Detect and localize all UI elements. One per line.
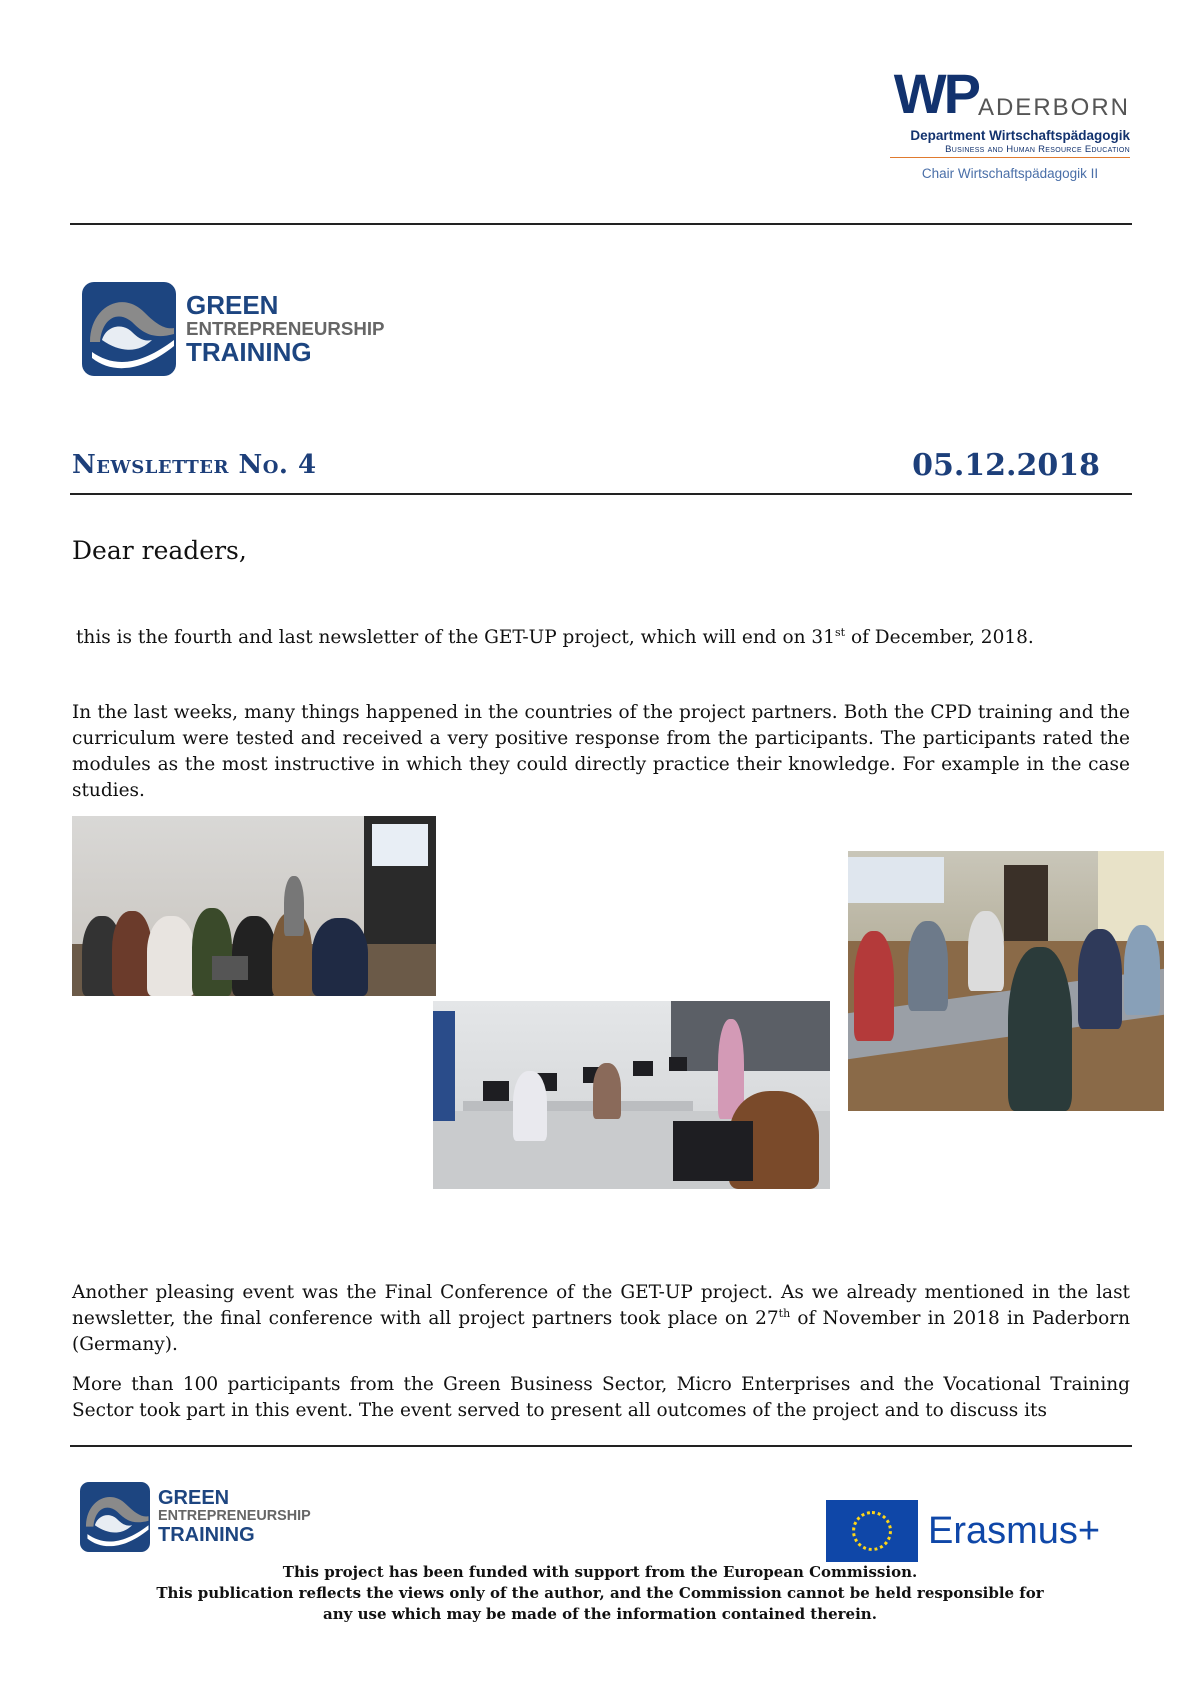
wp-logo-subtitle: Business and Human Resource Education bbox=[890, 144, 1130, 158]
wp-paderborn-logo bbox=[890, 62, 1130, 181]
footer-get-logo-line1: GREEN bbox=[158, 1487, 230, 1510]
paragraph-participants: More than 100 participants from the Green Business Sector, Micro Enterprises and the Vocational Training Sector took part in this event. The event served to present all outcomes of the project and to discuss its bbox=[72, 1374, 1130, 1421]
wp-logo-letters: WP bbox=[893, 62, 978, 125]
footer-get-logo-line3: TRAINING bbox=[158, 1523, 255, 1546]
get-logo-line2: ENTREPRENEURSHIP bbox=[186, 318, 385, 340]
erasmus-plus-text: Erasmus+ bbox=[928, 1509, 1101, 1552]
funding-line-1: This project has been funded with support from the European Commission. bbox=[282, 1563, 918, 1581]
wp-logo-chair: Chair Wirtschaftspädagogik II bbox=[921, 166, 1099, 181]
footer-divider bbox=[70, 1445, 1132, 1447]
photo-classroom bbox=[848, 851, 1164, 1111]
get-logo-line3: TRAINING bbox=[186, 336, 312, 367]
intro-paragraph: this is the fourth and last newsletter of the GET-UP project, which will end on 31st of December, 2018. bbox=[76, 625, 1034, 648]
get-logo-line1: GREEN bbox=[186, 289, 279, 320]
footer-green-entrepreneurship-training-logo bbox=[80, 1482, 311, 1552]
paragraph-final-conference: Another pleasing event was the Final Conference of the GET-UP project. As we already mentioned in the last newsletter, the final conference with all project partners took place on 27th of November in 2018 in Paderborn (Germany). bbox=[72, 1282, 1130, 1355]
wp-logo-city: ADERBORN bbox=[977, 94, 1130, 121]
paragraph-training: In the last weeks, many things happened in the countries of the project partners. Both the CPD training and the curriculum were tested and received a very positive response from the participants. The participants rated the modules as the most instructive in which they could directly practice their knowledge. For example in the case studies. bbox=[72, 702, 1130, 801]
header-divider bbox=[70, 223, 1132, 225]
eu-flag-icon bbox=[826, 1500, 918, 1562]
newsletter-date: 05.12.2018 bbox=[912, 448, 1100, 483]
footer-get-up-logo-mark-icon bbox=[80, 1482, 150, 1552]
footer-get-logo-line2: ENTREPRENEURSHIP bbox=[158, 1508, 311, 1525]
funding-line-2: This publication reflects the views only of the author, and the Commission cannot be held responsible for bbox=[156, 1584, 1044, 1602]
title-divider bbox=[70, 493, 1132, 495]
get-up-logo-mark-icon bbox=[82, 282, 176, 376]
erasmus-plus-logo bbox=[826, 1500, 1100, 1562]
green-entrepreneurship-training-logo bbox=[82, 282, 385, 376]
wp-logo-department: Department Wirtschaftspädagogik bbox=[910, 128, 1130, 143]
photo-computer-lab bbox=[433, 1001, 830, 1189]
photo-conference-room bbox=[72, 816, 436, 996]
funding-line-3: any use which may be made of the information contained therein. bbox=[323, 1605, 877, 1623]
greeting: Dear readers, bbox=[72, 536, 247, 565]
newsletter-title: Newsletter No. 4 bbox=[72, 450, 317, 480]
funding-disclaimer bbox=[0, 1562, 1200, 1625]
